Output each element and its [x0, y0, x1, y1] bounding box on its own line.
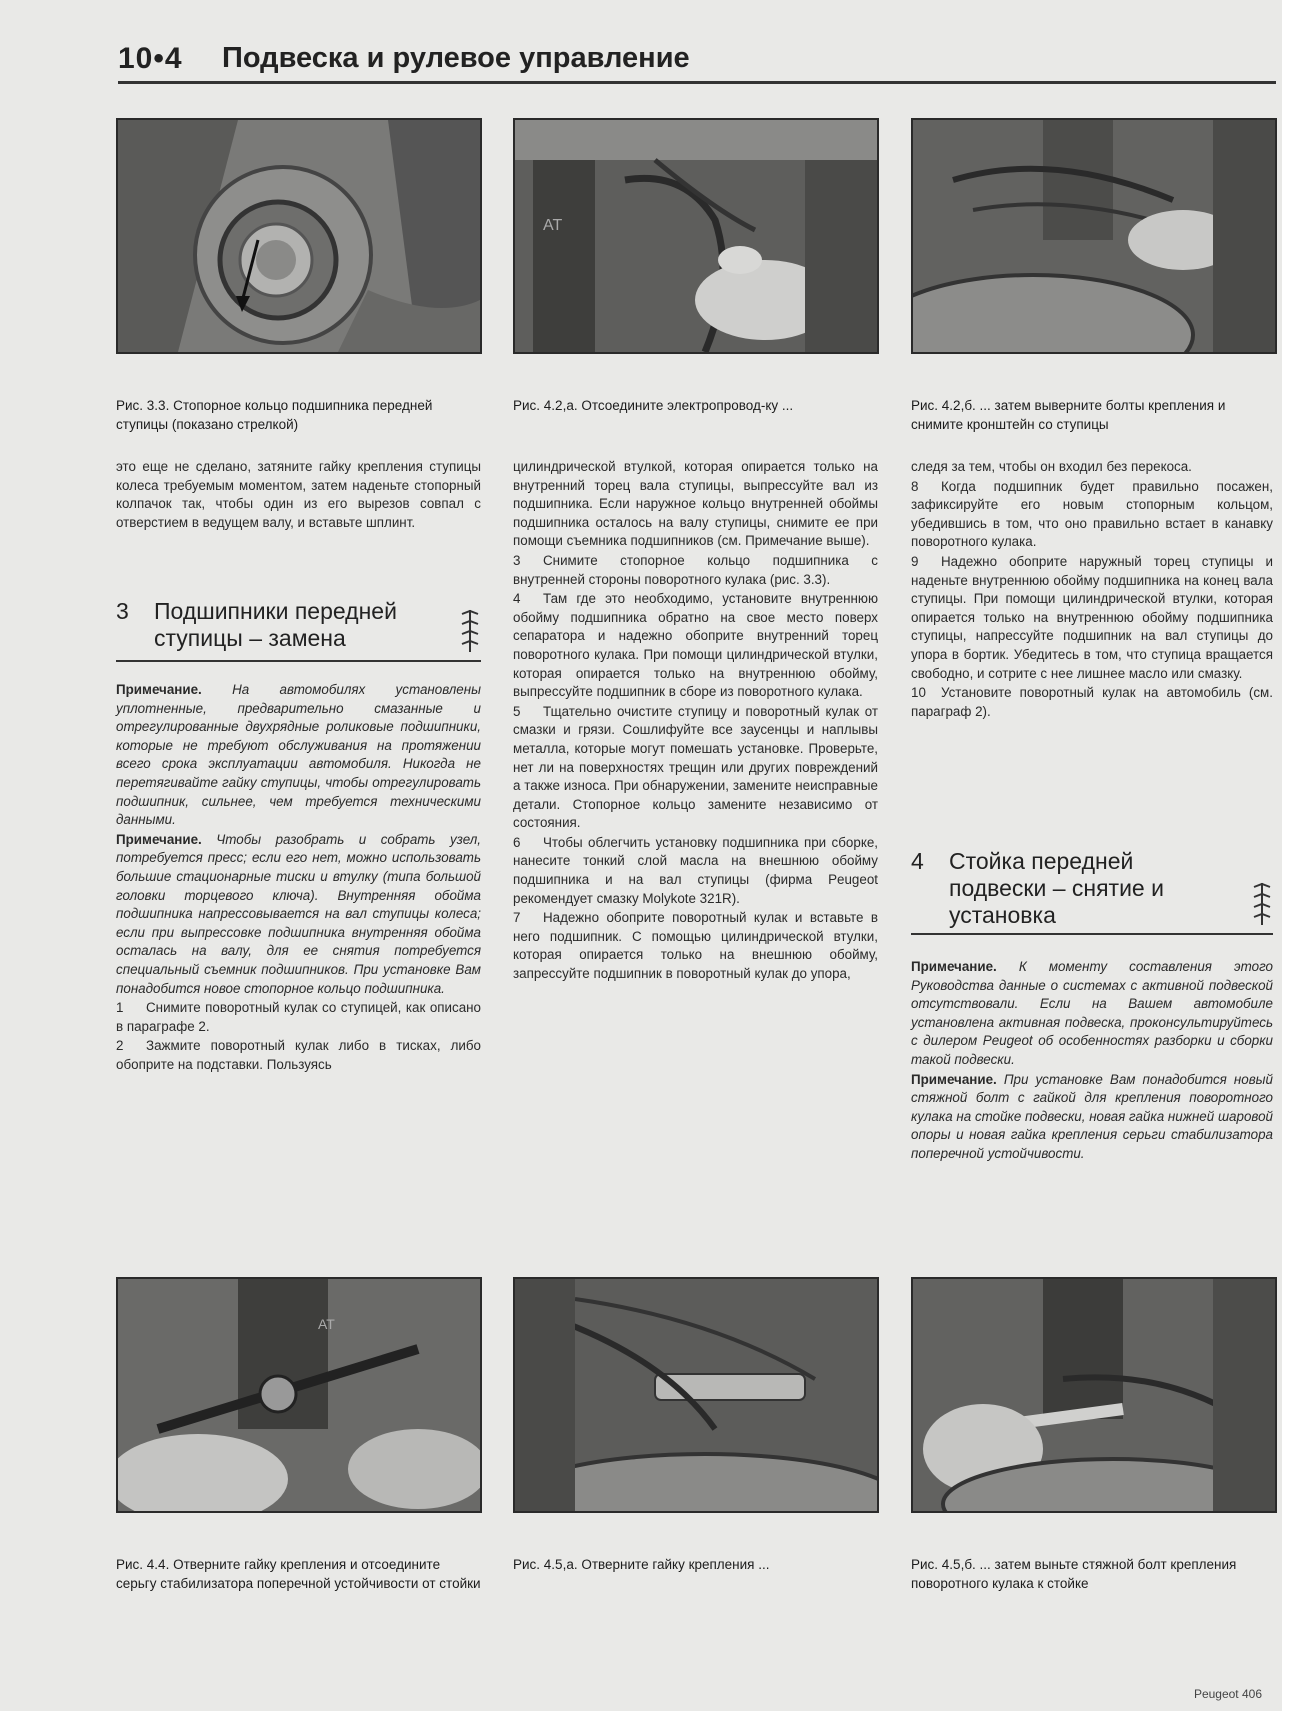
col3-step-8 — [911, 478, 1273, 552]
step-number: 3 — [513, 552, 521, 568]
step-text: Зажмите поворотный кулак либо в тисках, либо обоприте на подставки. Пользуясь — [116, 1038, 481, 1072]
col2-step-7 — [513, 909, 878, 983]
svg-text:AT: AT — [543, 217, 563, 234]
col3-para: следя за тем, чтобы он входил без перекоса. — [911, 459, 1192, 474]
step-number: 2 — [116, 1038, 124, 1054]
page-number: 10•4 — [118, 42, 183, 75]
col2-para: цилиндрической втулкой, которая опирается только на внутренний торец вала ступицы, выпрессуйте вал из подшипника. Если наружное кольцо внутренней обоймы подшипника осталось на валу ступицы, снимите ее при помощи съемника подшипников (см. Примечание выше). — [513, 459, 878, 549]
step-number: 10 — [911, 685, 926, 701]
section-4-title: Стойка передней подвески – снятие и установка — [949, 848, 1164, 928]
note-text: К моменту составления этого Руководства данные о системах с активной подвеской отсутствовали. Если на Вашем автомобиле установлена активная подвеска, проконсультируйтесь с дилером Peugeot об особенностях разборки и сборки такой подвески. — [911, 959, 1273, 1067]
col1-note-1 — [116, 681, 481, 830]
col2-step-3 — [513, 552, 878, 589]
photo-clamp-nut — [513, 1277, 879, 1513]
note-text: Чтобы разобрать и собрать узел, потребуется пресс; если его нет, можно использовать большие стационарные тиски и втулку (типа большой головки торцевого ключа). Внутренняя обойма подшипника напрессовывается на вал ступицы колеса; если при выпрессовке подшипника внутренняя обойма осталась на валу, для ее снятия потребуется специальный съемник подшипников. При установке Вам понадобится новое стопорное кольцо подшипника. — [116, 831, 481, 996]
caption-fig-4-5a: Рис. 4.5,а. Отверните гайку крепления ... — [513, 1557, 770, 1572]
step-number: 6 — [513, 834, 521, 850]
section-4-heading — [911, 848, 1273, 935]
step-text: Там где это необходимо, установите внутреннюю обойму подшипника обратно на свое место поверх сепаратора и надежно обоприте внутренний торец поворотного кулака. При помощи цилиндрической втулки, которая опирается только на внутреннюю обойму, выпрессуйте подшипник в сборе из поворотного кулака. — [513, 591, 878, 700]
photo-stabilizer-link — [116, 1277, 482, 1513]
section-3-number: 3 — [116, 598, 129, 624]
step-number: 9 — [911, 553, 919, 569]
col1-intro-text: это еще не сделано, затяните гайку крепления ступицы колеса требуемым моментом, затем наденьте стопорный колпачок так, чтобы один из его вырезов совпал с отверстием в ведущем валу, и вставьте шплинт. — [116, 459, 481, 530]
note-text: При установке Вам понадобится новый стяжной болт с гайкой для крепления поворотного кулака на стойке подвески, новая гайка нижней шаровой опоры и новая гайка крепления серьги стабилизатора поперечной устойчивости. — [911, 1071, 1273, 1161]
col3-text — [911, 458, 1273, 722]
step-text: Надежно обоприте наружный торец ступицы и наденьте внутреннюю обойму подшипника на конец вала ступицы. При помощи цилиндрической втулки, которая опирается только на внутреннюю обойму подшипника ступицы, напрессуйте подшипник на вал ступицы до упора в бортик. Убедитесь в том, что ступица вращается свободно, и сотрите с нее лишнее масло или смазку. — [911, 553, 1273, 681]
col1-step-2 — [116, 1037, 481, 1074]
caption-fig-3-3: Рис. 3.3. Стопорное кольцо подшипника передней ступицы (показано стрелкой) — [116, 398, 433, 432]
col2-step-5 — [513, 703, 878, 833]
caption-fig-4-2b: Рис. 4.2,б. ... затем выверните болты крепления и снимите кронштейн со ступицы — [911, 398, 1226, 432]
step-text: Чтобы облегчить установку подшипника при сборке, нанесите тонкий слой масла на внешнюю обойму подшипника и на вал ступицы (фирма Peugeot рекомендует смазку Molykote 321R). — [513, 834, 878, 906]
svg-text:AT: AT — [318, 1316, 335, 1332]
section-3-heading — [116, 598, 481, 662]
col1-note-2 — [116, 831, 481, 998]
header-rule — [118, 81, 1276, 84]
col1-intro — [116, 458, 481, 533]
page-footer: Peugeot 406 — [1193, 1687, 1262, 1701]
section-4-number: 4 — [911, 848, 924, 874]
step-number: 1 — [116, 1000, 124, 1016]
col3-note-1 — [911, 958, 1273, 1070]
col1-notes — [116, 681, 481, 1075]
note-label: Примечание. — [911, 1071, 997, 1087]
col2-text — [513, 458, 878, 985]
step-number: 4 — [513, 591, 521, 607]
page-edge — [1282, 0, 1300, 1711]
col3-step-9 — [911, 553, 1273, 683]
caption-fig-4-4: Рис. 4.4. Отверните гайку крепления и отсоедините серьгу стабилизатора поперечной устойчивости от стойки — [116, 1557, 481, 1591]
chapter-title: Подвеска и рулевое управление — [222, 42, 690, 74]
col2-step-4 — [513, 590, 878, 702]
step-number: 7 — [513, 910, 521, 926]
note-label: Примечание. — [116, 831, 202, 847]
step-text: Надежно обоприте поворотный кулак и вставьте в него подшипник. С помощью цилиндрической втулки, которая опирается только на внешнюю обойму, запрессуйте подшипник в поворотный кулак до упора, — [513, 910, 878, 982]
col3-step-10 — [911, 684, 1273, 721]
step-text: Снимите стопорное кольцо подшипника с внутренней стороны поворотного кулака (рис. 3.3). — [513, 552, 878, 587]
spanner-rating-icon — [1251, 881, 1273, 927]
photo-bracket — [911, 118, 1277, 354]
photo-pinch-bolt — [911, 1277, 1277, 1513]
caption-fig-4-5b: Рис. 4.5,б. ... затем выньте стяжной болт крепления поворотного кулака к стойке — [911, 1557, 1237, 1591]
step-text: Установите поворотный кулак на автомобиль (см. параграф 2). — [911, 685, 1273, 719]
photo-wiring — [513, 118, 879, 354]
section-3-title: Подшипники передней ступицы – замена — [154, 598, 397, 651]
col1-step-1 — [116, 999, 481, 1036]
step-text: Тщательно очистите ступицу и поворотный кулак от смазки и грязи. Сошлифуйте все заусенцы и наплывы металла, которые могут помешать установке. Проверьте, нет ли на поверхностях трещин или других повреждений а также износа. При обнаружении, замените неисправные детали. Стопорное кольцо замените независимо от состояния. — [513, 703, 878, 831]
spanner-rating-icon — [459, 608, 481, 654]
step-number: 5 — [513, 703, 521, 719]
caption-fig-4-2a: Рис. 4.2,а. Отсоедините электропровод-ку ... — [513, 398, 794, 413]
col2-step-6 — [513, 834, 878, 908]
photo-hub-bearing — [116, 118, 482, 354]
col3-notes — [911, 958, 1273, 1165]
step-text: Снимите поворотный кулак со ступицей, как описано в параграфе 2. — [116, 1000, 481, 1034]
step-text: Когда подшипник будет правильно посажен, зафиксируйте его новым стопорным кольцом, убедившись в том, что оно правильно встает в канавку поворотного кулака. — [911, 478, 1273, 550]
step-number: 8 — [911, 478, 919, 494]
note-label: Примечание. — [116, 682, 202, 697]
note-label: Примечание. — [911, 959, 997, 974]
note-text: На автомобилях установлены уплотненные, предварительно смазанные и отрегулированные двухрядные роликовые подшипники, которые не требуют обслуживания на протяжении всего срока эксплуатации автомобиля. Никогда не перетягивайте гайку ступицы, чтобы отрегулировать подшипник, сильнее, чем требуется техническими данными. — [116, 682, 481, 828]
col3-note-2 — [911, 1071, 1273, 1164]
